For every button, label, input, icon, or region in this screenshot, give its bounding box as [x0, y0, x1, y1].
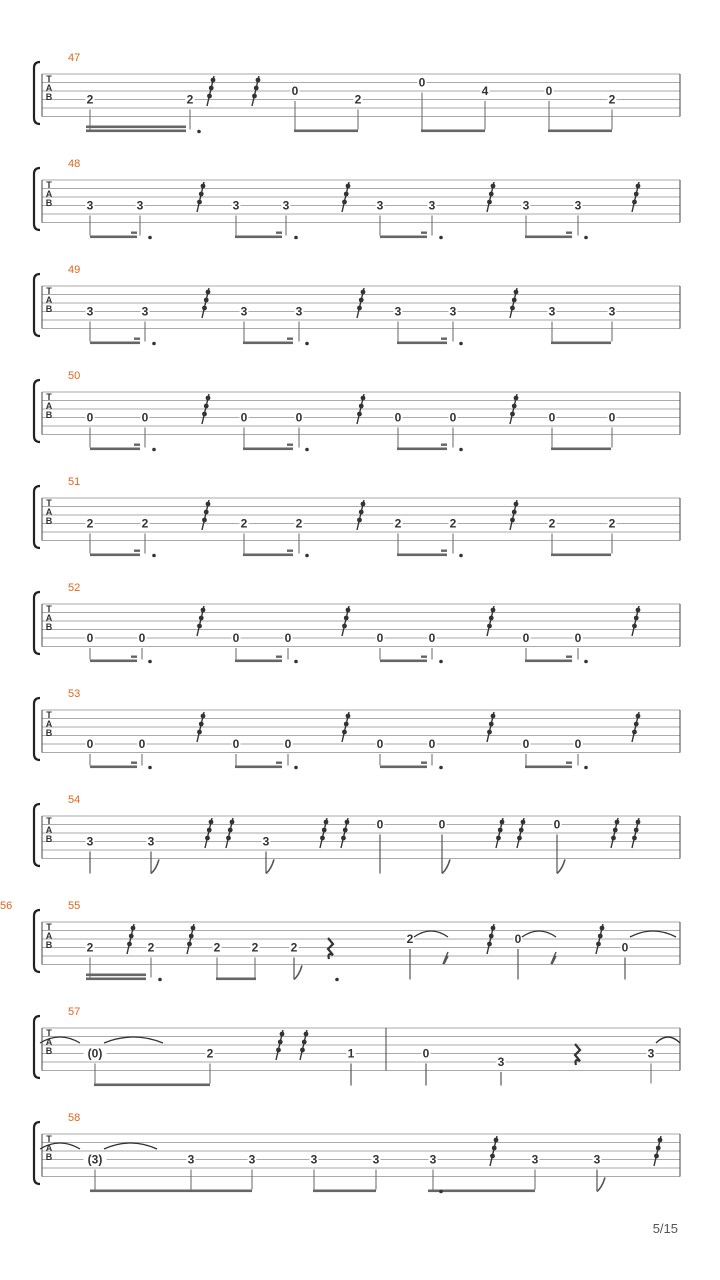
beam: [421, 656, 427, 658]
beam: [380, 766, 427, 769]
beam: [131, 656, 137, 658]
tab-clef-letter: B: [45, 1046, 53, 1056]
beam: [86, 126, 186, 129]
tab-clef-letter: B: [45, 92, 53, 102]
fret-number: 0: [284, 737, 292, 751]
beam: [551, 554, 611, 557]
tie: [630, 931, 676, 937]
staff: [34, 158, 680, 239]
tab-clef-letter: B: [45, 728, 53, 738]
note-flag: [557, 860, 565, 874]
duration-dot: [152, 448, 156, 452]
measure-number: 56: [0, 900, 13, 912]
fret-number: 2: [86, 516, 94, 531]
duration-dot: [305, 342, 309, 346]
tab-clef-letter: B: [45, 622, 53, 632]
fret-number: 2: [86, 92, 94, 107]
fret-number: 0: [394, 410, 402, 425]
tab-clef-letter: A: [45, 1037, 53, 1047]
fret-number: 0: [376, 737, 384, 751]
tab-clef-letter: T: [46, 498, 52, 508]
fret-number: 0: [553, 817, 561, 832]
fret-number: 3: [522, 198, 530, 213]
beam: [90, 554, 140, 557]
fret-number: 3: [262, 834, 270, 849]
fret-number: 0: [574, 737, 582, 751]
fret-number: 0: [428, 737, 436, 751]
fret-number: 0: [284, 631, 292, 645]
beam: [525, 766, 572, 769]
fret-number: (0): [87, 1046, 103, 1061]
fret-number: 3: [232, 198, 240, 213]
staff: [34, 1112, 680, 1193]
staff-bracket: [34, 804, 40, 866]
fret-number: 0: [574, 631, 582, 645]
fret-number: 3: [86, 198, 94, 213]
beam: [276, 762, 282, 764]
fret-number: 2: [406, 932, 414, 946]
fret-number: 2: [295, 516, 303, 531]
beam: [566, 762, 572, 764]
beam: [90, 236, 137, 239]
fret-number: 3: [608, 304, 616, 319]
beam: [548, 130, 612, 133]
tab-clef-letter: A: [45, 825, 53, 835]
beam: [235, 660, 282, 663]
duration-dot: [439, 1190, 443, 1194]
measure-number: 51: [68, 476, 81, 488]
fret-number: 2: [354, 92, 362, 107]
duration-dot: [439, 660, 443, 664]
beam: [525, 660, 572, 663]
beam: [313, 1190, 376, 1193]
fret-number: 3: [147, 834, 155, 849]
measure-number: 58: [68, 1112, 81, 1124]
fret-number: 0: [621, 940, 629, 955]
beam: [94, 1084, 210, 1087]
fret-number: 0: [141, 410, 149, 425]
tab-clef-letter: A: [45, 401, 53, 411]
tab-clef-letter: A: [45, 719, 53, 729]
fret-number: 3: [429, 1152, 437, 1167]
fret-number: 2: [290, 940, 298, 955]
duration-dot: [459, 342, 463, 346]
duration-dot: [152, 342, 156, 346]
staff-bracket: [34, 698, 40, 760]
fret-number: 3: [394, 304, 402, 319]
fret-number: 0: [86, 737, 94, 751]
beam: [134, 338, 140, 340]
duration-dot: [584, 660, 588, 664]
fret-number: 0: [548, 410, 556, 425]
duration-dot: [152, 554, 156, 558]
beam: [397, 448, 447, 451]
duration-dot: [158, 978, 162, 982]
staff: [34, 582, 680, 663]
beam: [566, 656, 572, 658]
fret-number: 0: [138, 737, 146, 751]
duration-dot: [294, 766, 298, 770]
fret-number: 2: [186, 92, 194, 107]
tab-clef-letter: A: [45, 189, 53, 199]
tie: [104, 1143, 157, 1149]
beam: [276, 656, 282, 658]
duration-dot: [459, 448, 463, 452]
duration-dot: [584, 236, 588, 240]
duration-dot: [305, 554, 309, 558]
measure-number: 50: [68, 370, 81, 382]
tab-clef-letter: B: [45, 304, 53, 314]
fret-number: 3: [531, 1152, 539, 1167]
measure-number: 54: [68, 794, 81, 806]
beam: [566, 232, 572, 234]
staff: [34, 370, 680, 451]
fret-number: 0: [240, 410, 248, 425]
duration-dot: [335, 978, 339, 982]
fret-number: 3: [141, 304, 149, 319]
beam: [90, 448, 140, 451]
tab-clef-letter: A: [45, 295, 53, 305]
fret-number: 2: [240, 516, 248, 531]
tie: [522, 931, 556, 937]
fret-number: 0: [291, 84, 299, 98]
fret-number: 0: [449, 410, 457, 425]
fret-number: 1: [347, 1046, 355, 1061]
tab-clef-letter: B: [45, 1152, 53, 1162]
tab-clef-letter: A: [45, 83, 53, 93]
fret-number: 0: [376, 631, 384, 645]
beam: [380, 660, 427, 663]
beam: [294, 130, 358, 133]
tab-clef-letter: T: [46, 1028, 52, 1038]
beam: [235, 766, 282, 769]
tab-clef-letter: T: [46, 710, 52, 720]
fret-number: 0: [522, 631, 530, 645]
beam: [421, 232, 427, 234]
staff: [34, 52, 680, 133]
fret-number: 2: [206, 1046, 214, 1061]
beam: [276, 232, 282, 234]
fret-number: 3: [136, 198, 144, 213]
measure-number: 49: [68, 264, 81, 276]
note-flag: [597, 1178, 605, 1192]
staff: [34, 476, 680, 557]
tab-clef-letter: A: [45, 931, 53, 941]
beam: [243, 554, 293, 557]
fret-number: 3: [376, 198, 384, 213]
note-flag: [294, 966, 302, 980]
tab-clef-letter: A: [45, 1143, 53, 1153]
beam: [243, 342, 293, 345]
beam: [380, 236, 427, 239]
fret-number: 3: [248, 1152, 256, 1167]
fret-number: 3: [310, 1152, 318, 1167]
fret-number: 3: [86, 304, 94, 319]
duration-dot: [197, 130, 201, 134]
duration-dot: [148, 766, 152, 770]
staff-bracket: [34, 380, 40, 442]
duration-dot: [294, 660, 298, 664]
fret-number: 3: [187, 1152, 195, 1167]
beam: [287, 444, 293, 446]
fret-number: 2: [86, 940, 94, 955]
measure-number: 55: [68, 900, 81, 912]
fret-number: 3: [574, 198, 582, 213]
beam: [86, 978, 146, 981]
beam: [90, 1190, 252, 1193]
fret-number: 3: [295, 304, 303, 319]
staff-bracket: [34, 486, 40, 548]
duration-dot: [148, 660, 152, 664]
tab-clef-letter: A: [45, 507, 53, 517]
tab-clef-letter: T: [46, 604, 52, 614]
note-flag: [151, 860, 159, 874]
staff: [34, 1006, 680, 1086]
duration-dot: [584, 766, 588, 770]
staff-bracket: [34, 1122, 40, 1184]
grace-note: [551, 952, 556, 964]
fret-number: 2: [449, 516, 457, 531]
duration-dot: [305, 448, 309, 452]
staff-bracket: [34, 1016, 40, 1078]
staff: [0, 900, 680, 981]
fret-number: 3: [240, 304, 248, 319]
fret-number: 0: [376, 817, 384, 832]
grace-note: [443, 952, 448, 964]
beam: [441, 338, 447, 340]
fret-number: 0: [545, 84, 553, 98]
fret-number: 2: [548, 516, 556, 531]
fret-number: 0: [86, 410, 94, 425]
note-flag: [442, 860, 450, 874]
fret-number: 0: [232, 631, 240, 645]
beam: [90, 660, 137, 663]
fret-number: 2: [213, 940, 221, 955]
fret-number: 2: [147, 940, 155, 955]
fret-number: 3: [428, 198, 436, 213]
duration-dot: [294, 236, 298, 240]
fret-number: 0: [514, 932, 522, 946]
staff: [34, 688, 680, 769]
beam: [397, 554, 447, 557]
fret-number: 0: [232, 737, 240, 751]
tie: [656, 1037, 680, 1043]
fret-number: 3: [593, 1152, 601, 1167]
beam: [441, 550, 447, 552]
beam: [131, 232, 137, 234]
fret-number: 2: [394, 516, 402, 531]
fret-number: 2: [141, 516, 149, 531]
duration-dot: [148, 236, 152, 240]
fret-number: 3: [548, 304, 556, 319]
fret-number: (3): [87, 1152, 103, 1167]
fret-number: 0: [295, 410, 303, 425]
fret-number: 3: [282, 198, 290, 213]
measure-number: 57: [68, 1006, 81, 1018]
staff: [34, 264, 680, 345]
tab-clef-letter: B: [45, 940, 53, 950]
beam: [86, 974, 146, 977]
beam: [86, 130, 186, 133]
note-flag: [266, 860, 274, 874]
beam: [90, 766, 137, 769]
tab-clef-letter: T: [46, 1134, 52, 1144]
fret-number: 0: [138, 631, 146, 645]
fret-number: 3: [449, 304, 457, 319]
staff: [34, 794, 680, 874]
fret-number: 0: [608, 410, 616, 425]
staff-bracket: [34, 274, 40, 336]
beam: [421, 762, 427, 764]
tab-clef-letter: T: [46, 74, 52, 84]
duration-dot: [439, 766, 443, 770]
beam: [287, 338, 293, 340]
fret-number: 2: [608, 92, 616, 107]
fret-number: 0: [438, 817, 446, 832]
fret-number: 0: [522, 737, 530, 751]
page-number: 5/15: [652, 1221, 678, 1236]
fret-number: 2: [608, 516, 616, 531]
tab-clef-letter: T: [46, 392, 52, 402]
fret-number: 0: [418, 75, 426, 90]
fret-number: 0: [422, 1046, 430, 1061]
staff-bracket: [34, 168, 40, 230]
fret-number: 0: [86, 631, 94, 645]
beam: [551, 342, 611, 345]
tie: [414, 931, 448, 937]
staff-bracket: [34, 910, 40, 972]
beam: [397, 342, 447, 345]
beam: [287, 550, 293, 552]
fret-number: 0: [428, 631, 436, 645]
fret-number: 3: [647, 1046, 655, 1061]
beam: [525, 236, 572, 239]
tab-clef-letter: T: [46, 922, 52, 932]
measure-number: 53: [68, 688, 81, 700]
tab-clef-letter: B: [45, 198, 53, 208]
tab-clef-letter: B: [45, 410, 53, 420]
beam: [216, 978, 256, 981]
tab-clef-letter: B: [45, 516, 53, 526]
fret-number: 3: [372, 1152, 380, 1167]
beam: [131, 762, 137, 764]
tab-clef-letter: A: [45, 613, 53, 623]
beam: [428, 1190, 535, 1193]
fret-number: 3: [497, 1055, 505, 1069]
beam: [134, 444, 140, 446]
duration-dot: [459, 554, 463, 558]
fret-number: 2: [251, 940, 259, 955]
fret-number: 3: [86, 834, 94, 849]
tab-clef-letter: T: [46, 816, 52, 826]
measure-number: 52: [68, 582, 81, 594]
beam: [421, 130, 485, 133]
staff-bracket: [34, 62, 40, 124]
fret-number: 4: [481, 84, 489, 98]
duration-dot: [439, 236, 443, 240]
tie: [104, 1037, 163, 1043]
beam: [235, 236, 282, 239]
tab-clef-letter: T: [46, 180, 52, 190]
beam: [551, 448, 611, 451]
beam: [90, 342, 140, 345]
beam: [243, 448, 293, 451]
beam: [134, 550, 140, 552]
measure-number: 48: [68, 158, 81, 170]
staff-bracket: [34, 592, 40, 654]
tab-clef-letter: T: [46, 286, 52, 296]
tab-clef-letter: B: [45, 834, 53, 844]
measure-number: 47: [68, 52, 81, 64]
beam: [441, 444, 447, 446]
